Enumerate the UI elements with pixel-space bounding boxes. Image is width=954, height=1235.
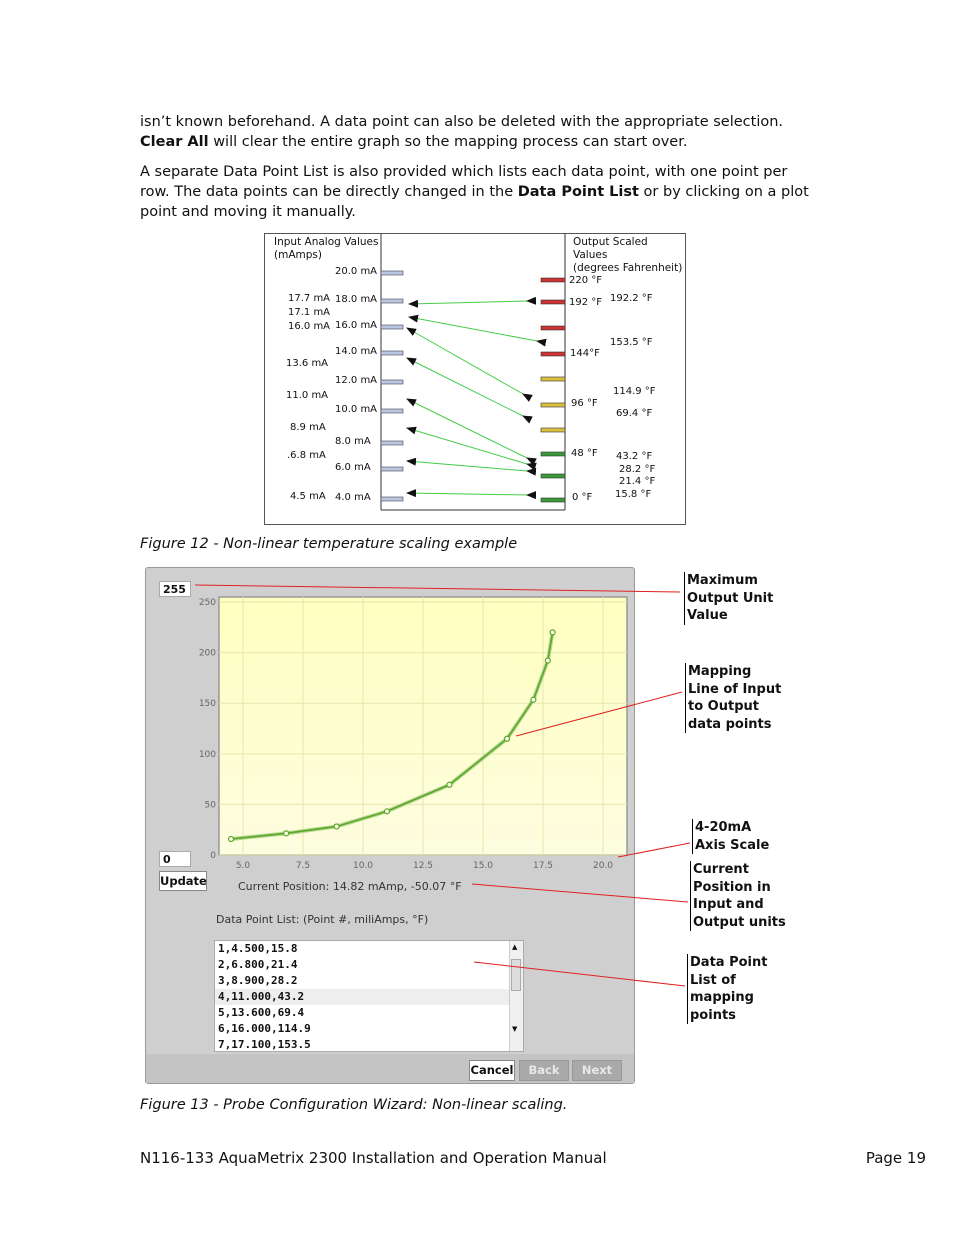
scroll-down-icon[interactable]: ▼ (512, 1025, 518, 1033)
input-point-label: 16.0 mA (288, 321, 331, 332)
list-item[interactable]: 4,11.000,43.2 (215, 989, 523, 1005)
data-point (505, 736, 510, 741)
output-point-label: 43.2 °F (616, 451, 653, 462)
input-point-label: 4.5 mA (290, 491, 326, 502)
x-tick-label: 15.0 (472, 861, 494, 868)
output-scale-bar (541, 326, 565, 330)
data-point (447, 782, 452, 787)
output-point-label: 153.5 °F (610, 337, 653, 348)
max-output-field[interactable]: 255 (159, 581, 191, 597)
input-scale-bar (381, 497, 403, 501)
callout-line: Output Unit (687, 590, 774, 606)
data-point (334, 824, 339, 829)
mapping-chart[interactable] (146, 568, 636, 868)
figure-12-diagram (264, 233, 686, 525)
output-scale-bar (541, 352, 565, 356)
y-tick-label: 200 (198, 648, 216, 659)
mapping-arrow (407, 461, 527, 471)
input-scale-bar (381, 325, 403, 329)
data-point (550, 630, 555, 635)
data-point-rows (215, 941, 523, 1052)
bold-clear-all: Clear All (140, 134, 209, 150)
input-scale-label: 14.0 mA (335, 346, 378, 357)
list-item[interactable]: 2,6.800,21.4 (218, 958, 298, 971)
data-point (531, 697, 536, 702)
list-item[interactable]: 3,8.900,28.2 (218, 974, 298, 987)
callout-line: Position in (693, 879, 771, 895)
callout-current-position (690, 861, 786, 931)
output-point-label: 192.2 °F (610, 293, 653, 304)
input-scale-label: 18.0 mA (335, 294, 378, 305)
callout-line: Line of Input (688, 681, 782, 697)
callout-data-point-list (687, 954, 767, 1024)
cancel-button[interactable]: Cancel (469, 1060, 515, 1081)
output-scale-label: 144°F (570, 348, 600, 359)
next-button[interactable]: Next (572, 1060, 622, 1081)
data-point (229, 837, 234, 842)
output-scale-bar (541, 428, 565, 432)
input-scale-label: 8.0 mA (335, 436, 371, 447)
output-scale-bar (541, 300, 565, 304)
output-scale-bar (541, 474, 565, 478)
output-point-label: 21.4 °F (619, 476, 656, 487)
output-scale-label: 0 °F (572, 492, 593, 503)
input-point-label: 17.7 mA (288, 293, 331, 304)
input-scale-label: 6.0 mA (335, 462, 371, 473)
callout-line: data points (688, 716, 772, 732)
callout-line: List of (690, 972, 736, 988)
list-item[interactable]: 5,13.600,69.4 (218, 1006, 305, 1019)
bold-data-point-list: Data Point List (517, 184, 639, 200)
output-point-label: 15.8 °F (615, 489, 652, 500)
figure-13-caption: Figure 13 - Probe Configuration Wizard: Non-linear scaling. (140, 1097, 568, 1113)
input-point-label: 17.1 mA (288, 307, 331, 318)
figure-12-caption: Figure 12 - Non-linear temperature scaling example (140, 536, 518, 552)
paragraph-data-point-list (140, 162, 820, 222)
mapping-arrow (409, 301, 527, 304)
list-item[interactable]: 6,16.000,114.9 (218, 1022, 311, 1035)
data-point-list-label: Data Point List: (Point #, miliAmps, °F) (216, 913, 429, 926)
x-tick-label: 12.5 (412, 861, 434, 868)
footer-page-number: Page 19 (865, 1149, 926, 1167)
min-output-field[interactable]: 0 (159, 851, 191, 867)
mapping-arrow (407, 428, 527, 464)
scroll-up-icon[interactable]: ▲ (512, 943, 518, 951)
data-point-list[interactable] (214, 940, 524, 1052)
output-point-label: 114.9 °F (613, 386, 656, 397)
back-button[interactable]: Back (519, 1060, 569, 1081)
input-scale-bar (381, 299, 403, 303)
input-scale-bar (381, 467, 403, 471)
input-scale-bar (381, 380, 403, 384)
output-scale-label: 192 °F (569, 297, 603, 308)
output-scale-label: 220 °F (569, 275, 603, 286)
callout-mapping-line (685, 663, 781, 733)
mapping-arrow (407, 399, 527, 458)
output-scale-bar (541, 377, 565, 381)
callout-line: mapping (690, 990, 754, 1005)
paragraph-text: A separate Data Point List is also provided which lists each data point, with one point per row. The data points can be directly changed in the (140, 164, 788, 200)
callout-line: Data Point (690, 955, 768, 970)
output-point-label: 69.4 °F (616, 408, 653, 419)
callout-line: Value (687, 608, 728, 623)
callout-line: Input and (693, 897, 764, 912)
scroll-thumb[interactable] (511, 959, 521, 991)
y-tick-label: 50 (204, 800, 216, 811)
output-scale-label: 48 °F (571, 448, 598, 459)
input-scale-bar (381, 271, 403, 275)
paragraph-clear-all (140, 112, 820, 152)
input-header-line: Input Analog Values (274, 236, 379, 248)
data-point (545, 658, 550, 663)
paragraph-text: or by clicking on a plot point and moving it manually. (140, 184, 809, 220)
list-item[interactable]: 1,4.500,15.8 (218, 942, 298, 955)
input-scale-label: 12.0 mA (335, 375, 378, 386)
input-scale-label: 20.0 mA (335, 266, 378, 277)
input-scale-label: 10.0 mA (335, 404, 378, 415)
mapping-arrow (407, 493, 527, 495)
callout-line: Mapping (688, 664, 752, 679)
x-tick-label: 17.5 (532, 861, 554, 868)
mapping-arrow (407, 328, 523, 394)
input-point-label: 13.6 mA (286, 358, 329, 369)
paragraph-text: isn’t known beforehand. A data point can also be deleted with the appropriate selection. (140, 114, 784, 130)
list-item[interactable]: 7,17.100,153.5 (218, 1038, 311, 1051)
output-scale-bar (541, 498, 565, 502)
input-point-label: .6.8 mA (287, 450, 326, 461)
callout-line: points (690, 1007, 736, 1023)
y-tick-label: 150 (198, 699, 216, 710)
input-scale-bar (381, 409, 403, 413)
input-point-label: 11.0 mA (286, 390, 329, 401)
output-header-line: (degrees Fahrenheit) (573, 262, 683, 274)
callout-line: Current (693, 862, 749, 877)
callout-line: 4-20mA (695, 820, 752, 835)
output-scale-label: 96 °F (571, 398, 598, 409)
x-tick-label: 10.0 (352, 861, 374, 868)
input-scale-bar (381, 351, 403, 355)
output-scale-bar (541, 278, 565, 282)
footer-manual-title: N116-133 AquaMetrix 2300 Installation and Operation Manual (140, 1149, 607, 1167)
output-header-line: Output Scaled Values (573, 236, 648, 261)
input-scale-bar (381, 441, 403, 445)
input-scale-label: 16.0 mA (335, 320, 378, 331)
list-scrollbar[interactable] (509, 941, 523, 1051)
callout-line: to Output (688, 699, 759, 714)
x-tick-label: 20.0 (592, 861, 614, 868)
output-scale-bar (541, 403, 565, 407)
callout-max-output (684, 572, 773, 625)
x-tick-label: 5.0 (235, 861, 251, 868)
current-position-readout: Current Position: 14.82 mAmp, -50.07 °F (238, 880, 462, 893)
input-header-line: (mAmps) (274, 249, 322, 261)
callout-line: Maximum (687, 573, 758, 588)
input-scale-label: 4.0 mA (335, 492, 371, 503)
data-point (284, 831, 289, 836)
callout-line: Axis Scale (695, 837, 770, 853)
mapping-arrow (409, 317, 537, 341)
output-scale-bar (541, 452, 565, 456)
output-point-label: 28.2 °F (619, 464, 656, 475)
update-button[interactable]: Update (159, 871, 207, 891)
input-point-label: 8.9 mA (290, 422, 326, 433)
y-tick-label: 250 (198, 598, 216, 609)
y-tick-label: 100 (198, 749, 216, 760)
callout-axis-scale (692, 819, 769, 854)
callout-line: Output units (693, 914, 786, 930)
probe-config-wizard (145, 567, 635, 1084)
y-tick-label: 0 (210, 851, 216, 861)
paragraph-text: will clear the entire graph so the mapping process can start over. (208, 134, 688, 150)
x-tick-label: 7.5 (295, 861, 311, 868)
data-point (385, 809, 390, 814)
